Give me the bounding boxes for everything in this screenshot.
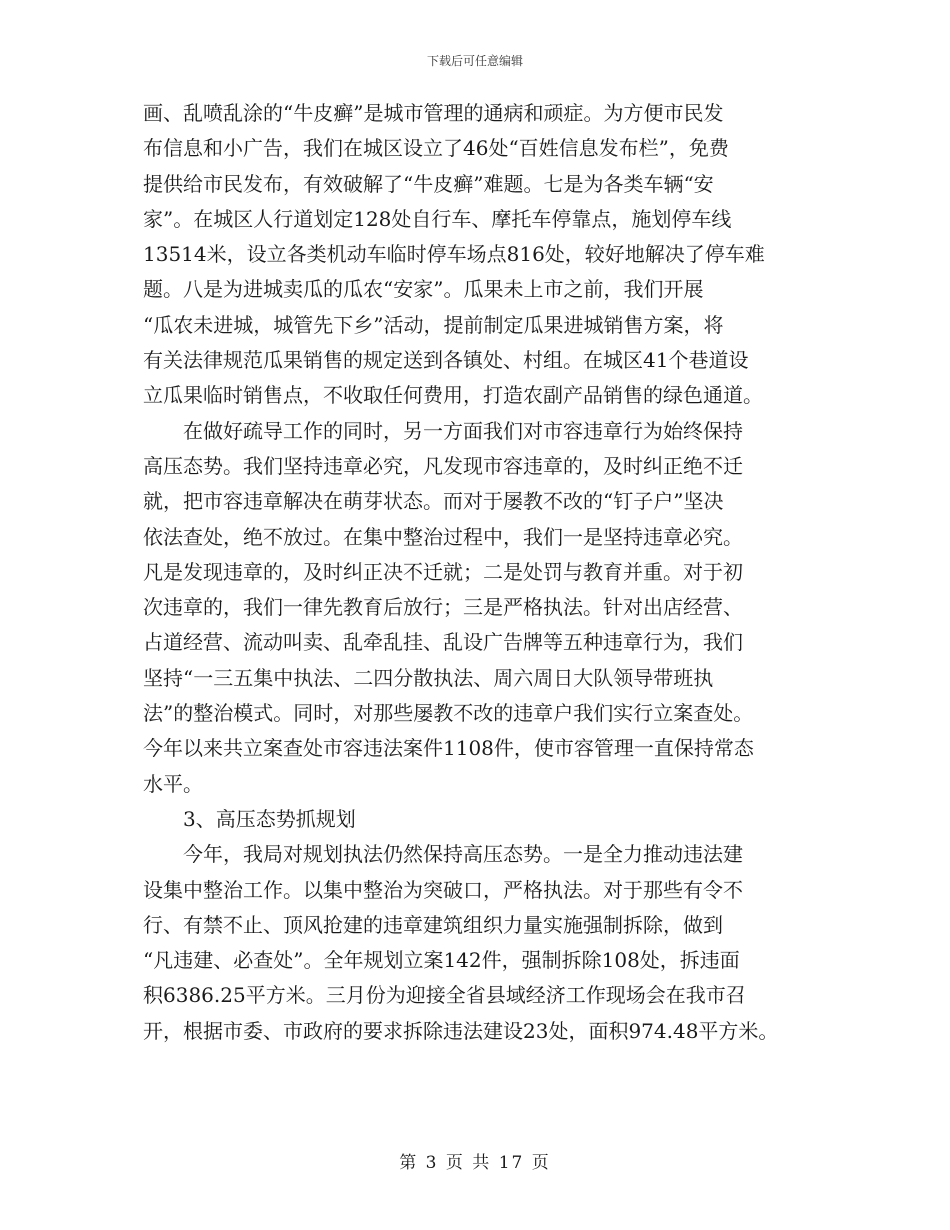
text-line: 有关法律规范瓜果销售的规定送到各镇处、村组。在城区41个巷道设 (143, 348, 749, 373)
text-line: 次违章的，我们一律先教育后放行；三是严格执法。针对出店经营、 (143, 595, 743, 620)
text-line: 家”。在城区人行道划定128处自行车、摩托车停靠点，施划停车线 (143, 206, 732, 231)
text-line: 就，把市容违章解决在萌芽状态。而对于屡教不改的“钉子户”坚决 (143, 489, 724, 514)
text-line: 设集中整治工作。以集中整治为突破口，严格执法。对于那些有令不 (143, 877, 743, 902)
text-line: “瓜农未进城，城管先下乡”活动，提前制定瓜果进城销售方案，将 (143, 312, 724, 337)
document-body (143, 96, 823, 1049)
text-line: 13514米，设立各类机动车临时停车场点816处，较好地解决了停车难 (143, 242, 765, 267)
text-line: 高压态势。我们坚持违章必究，凡发现市容违章的，及时纠正绝不迁 (143, 453, 743, 478)
page-header: 下载后可任意编辑 (426, 54, 523, 68)
text-line: 凡是发现违章的，及时纠正决不迁就；二是处罚与教育并重。对于初 (143, 559, 743, 584)
text-line: 画、乱喷乱涂的“牛皮癣”是城市管理的通病和顽症。为方便市民发 (143, 101, 724, 125)
text-line: 坚持“一三五集中执法、二四分散执法、周六周日大队领导带班执 (143, 665, 714, 690)
text-line: 法”的整治模式。同时，对那些屡教不改的违章户我们实行立案查处。 (143, 701, 754, 726)
text-line: 行、有禁不止、顶风抢建的违章建筑组织力量实施强制拆除，做到 (143, 912, 723, 937)
text-line: 开，根据市委、市政府的要求拆除违法建设23处，面积974.48平方米。 (143, 1018, 779, 1043)
text-line: 布信息和小广告，我们在城区设立了46处“百姓信息发布栏”，免费 (143, 136, 729, 161)
text-line: 立瓜果临时销售点，不收取任何费用，打造农副产品销售的绿色通道。 (143, 383, 763, 408)
text-line: 题。八是为进城卖瓜的瓜农“安家”。瓜果未上市之前，我们开展 (143, 277, 704, 302)
text-line: 今年，我局对规划执法仍然保持高压态势。一是全力推动违法建 (143, 842, 743, 867)
text-line: 依法查处，绝不放过。在集中整治过程中，我们一是坚持违章必究。 (143, 524, 743, 549)
text-line: “凡违建、必查处”。全年规划立案142件，强制拆除108处，拆违面 (143, 948, 740, 973)
text-line: 3、高压态势抓规划 (143, 806, 356, 831)
text-line: 在做好疏导工作的同时，另一方面我们对市容违章行为始终保持 (143, 418, 743, 443)
text-line: 水平。 (143, 771, 203, 796)
text-line: 提供给市民发布，有效破解了“牛皮癣”难题。七是为各类车辆“安 (143, 171, 714, 196)
text-line: 占道经营、流动叫卖、乱牵乱挂、乱设广告牌等五种违章行为，我们 (143, 630, 743, 655)
text-line: 积6386.25平方米。三月份为迎接全省县域经济工作现场会在我市召 (143, 983, 746, 1008)
text-line: 今年以来共立案查处市容违法案件1108件，使市容管理一直保持常态 (143, 736, 754, 761)
page-number: 第 3 页 共 17 页 (399, 1153, 551, 1173)
